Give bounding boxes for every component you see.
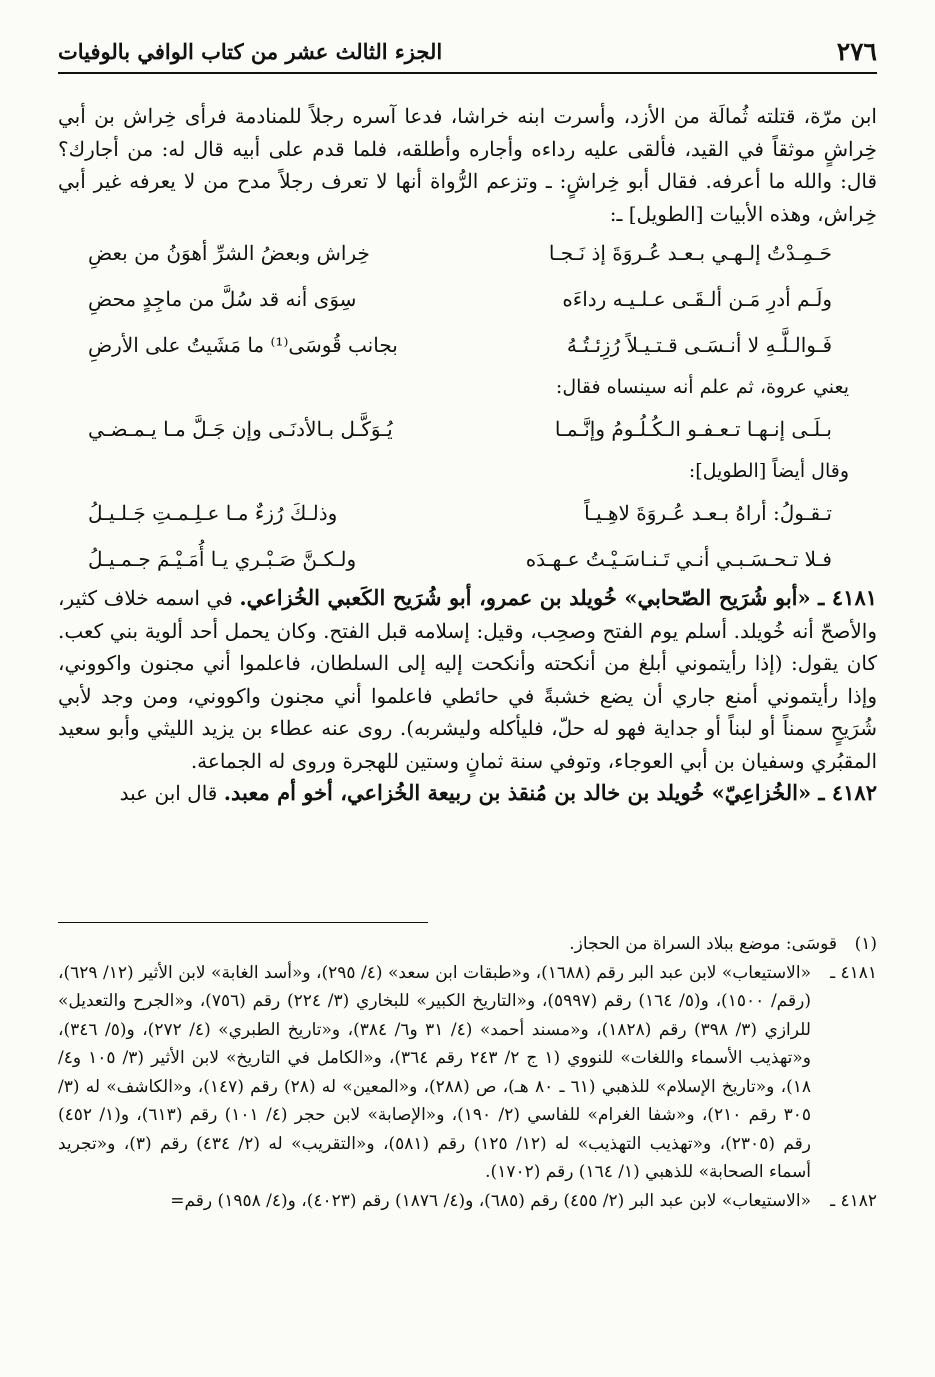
footnote-text: «الاستيعاب» لابن عبد البر (٢/ ٤٥٥) رقم (٦٨٥)، و(٤/ ١٨٧٦) رقم (٤٠٢٣)، و(٤/ ١٩٥٨) رقم= bbox=[170, 1190, 811, 1211]
footnote-label: ٤١٨٢ ـ bbox=[830, 1190, 877, 1211]
footnote-label: (١) bbox=[854, 934, 877, 954]
running-title: الجزء الثالث عشر من كتاب الوافي بالوفيات bbox=[58, 38, 443, 64]
page-number: ٢٧٦ bbox=[836, 36, 877, 66]
verse-second-hemistich: يُـوَكَّـل بـالأدنَـى وإن جَـلَّ مـا يـمـضـي bbox=[88, 417, 393, 441]
footnote-divider bbox=[58, 922, 428, 923]
verse-line bbox=[58, 230, 877, 276]
footnote-text: «الاستيعاب» لابن عبد البر رقم (١٦٨٨)، و«طبقات ابن سعد» (٤/ ٢٩٥)، و«أسد الغابة» لابن الأثير (١٢/ ٦٢٩)، (رقم/ ١٥٠٠)، و(٥/ ١٦٤) رقم (٥٩٩٧)، و«التاريخ الكبير» للبخاري (٣/ ٢٢٤) رقم (٧٥٦)، و«الجرح والتعديل» للرازي (٣/ ٣٩٨) رقم (١٨٢٨)، و«مسند أحمد» (٤/ ٣١ و٦/ ٣٨٤)، و«تاريخ الطبري» (٤/ ٢٧٢)، و(٥/ ٣٤٦)، و«تهذيب الأسماء واللغات» للنووي (١ ج ٢/ ٢٤٣ رقم ٣٦٤)، و«الكامل في التاريخ» لابن الأثير (٣/ ١٠٥ و٤/ ١٨)، و«تاريخ الإسلام» للذهبي (٦١ ـ ٨٠ هـ)، ص (٢٨٨)، و«المعين» له (٢٨) رقم (١٤٧)، و«الكاشف» له (٣/ ٣٠٥ رقم ٢١٠)، و«شفا الغرام» للفاسي (٢/ ١٩٠)، و«الإصابة» لابن حجر (٤/ ١٠١) رقم (٦١٣)، و(١/ ٤٥٢) رقم (٢٣٠٥)، و«تهذيب التهذيب» له (١٢/ ١٢٥) رقم (٥٨١)، و«التقريب» له (٢/ ٤٣٤) رقم (٣)، و«تجريد أسماء الصحابة» للذهبي (١/ ١٦٤) رقم (١٧٠٢). bbox=[58, 962, 812, 1182]
verse-second-hemistich: وذلـكَ رُزءٌ مـا عـلِـمـتِ جَـلـيـلُ bbox=[88, 501, 338, 525]
verse-second-hemistich: بجانب قُوسَى⁽¹⁾ ما مَشَيتُ على الأرضِ bbox=[88, 333, 398, 357]
verse-second-hemistich: سِوَى أنه قد سُلَّ من ماجِدٍ محضِ bbox=[88, 287, 357, 311]
verse-first-hemistich: فـلا تـحـسَـبـي أنـي تَـنـاسَـيْـتُ عـهـدَه bbox=[525, 547, 832, 571]
verse-line bbox=[58, 536, 877, 582]
verse-first-hemistich: ولَـم أدرِ مَـن ألـقَـى عـلـيـه رداءَه bbox=[562, 287, 832, 311]
verse-first-hemistich: بـلَـى إنـهـا تـعـفـو الـكُـلُـومُ وإنَّـمـا bbox=[554, 417, 832, 441]
verse-first-hemistich: حَـمِـدْتُ إلـهـي بـعـد عُـروَةَ إذ نَـجـا bbox=[548, 241, 832, 265]
entry-text: في اسمه خلاف كثير، والأصحّ أنه خُويلد. أسلم يوم الفتح وصحِب، وقيل: إسلامه قبل الفتح. وكان يحمل أحد ألوية بني كعب. كان يقول: (إذا رأيتموني أبلغ من أنكحته وأنكحت إليه إلى السلطان، فاعلموا أني مجنون واكووني، وإذا رأيتموني أمنع جاري أن يضع خشبةً في حائطي فاعلموا أني مجنون واكووني، ومن وجد لأبي شُرَيحٍ سمناً أو لبناً أو جداية فهو له حلّ، فليأكله وليشربه). روى عنه عطاء بن يزيد الليثي وأبو سعيد المقبُري وسفيان بن أبي العوجاء، وتوفي سنة ثمانٍ وستين للهجرة وروى له الجماعة. bbox=[58, 586, 877, 773]
page-header bbox=[58, 30, 877, 74]
verse-line bbox=[58, 322, 877, 368]
verse-line bbox=[58, 490, 877, 536]
poem-2 bbox=[58, 406, 877, 452]
entry-heading: ٤١٨١ ـ «أبو شُرَيح الصّحابي» خُويلد بن عمرو، أبو شُرَيح الكَعبي الخُزاعي. bbox=[239, 585, 878, 610]
entry-4181 bbox=[58, 582, 877, 777]
verse-second-hemistich: ولـكـنَّ صَـبْـري يـا أُمَـيْـمَ جـمـيـلُ bbox=[88, 547, 357, 571]
entry-4182 bbox=[58, 777, 877, 810]
entry-text: قال ابن عبد bbox=[119, 781, 218, 805]
footnote bbox=[58, 959, 877, 1187]
main-text bbox=[58, 100, 877, 810]
verse-intro: يعني عروة، ثم علم أنه سينساه فقال: bbox=[555, 376, 849, 398]
footnotes bbox=[58, 930, 877, 1215]
verse-intro: وقال أيضاً [الطويل]: bbox=[688, 460, 849, 482]
verse-line bbox=[58, 276, 877, 322]
verse-line bbox=[58, 406, 877, 452]
verse-second-hemistich: خِراش وبعضُ الشرِّ أهوَنُ من بعضِ bbox=[88, 241, 370, 265]
footnote-label: ٤١٨١ ـ bbox=[830, 962, 877, 983]
footnote-text: قوسَى: موضع ببلاد السراة من الحجاز. bbox=[569, 934, 837, 954]
poem-1 bbox=[58, 230, 877, 368]
footnote bbox=[58, 1187, 877, 1216]
footnote bbox=[58, 930, 877, 959]
poem-3 bbox=[58, 490, 877, 582]
verse-first-hemistich: تـقـولُ: أراهُ بـعـد عُـروَةَ لاهِـيـاً bbox=[584, 501, 832, 525]
entry-heading: ٤١٨٢ ـ «الخُزاعِيّ» خُويلد بن خالد بن مُنقذ بن ربيعة الخُزاعي، أخو أم معبد. bbox=[223, 780, 877, 805]
intro-paragraph: ابن مرّة، قتلته ثُمالَة من الأزد، وأسرت ابنه خراشا، فدعا آسره رجلاً للمنادمة فرأى خِراش بن أبي خِراشٍ موثقاً في القيد، فألقى عليه رداءه وأجاره وأطلقه، فلما قدم على أبيه قال له: من أجارك؟ قال: والله ما أعرفه. فقال أبو خِراشٍ: ـ وتزعم الرُّواة أنها لا تعرف رجلاً مدح من لا يعرفه غير أبي خِراش، وهذه الأبيات [الطويل] ـ: bbox=[58, 104, 877, 226]
verse-first-hemistich: فَـوالـلَّـهِ لا أنـسَـى قـتـيـلاً رُزِئـتُـهُ bbox=[566, 333, 832, 357]
